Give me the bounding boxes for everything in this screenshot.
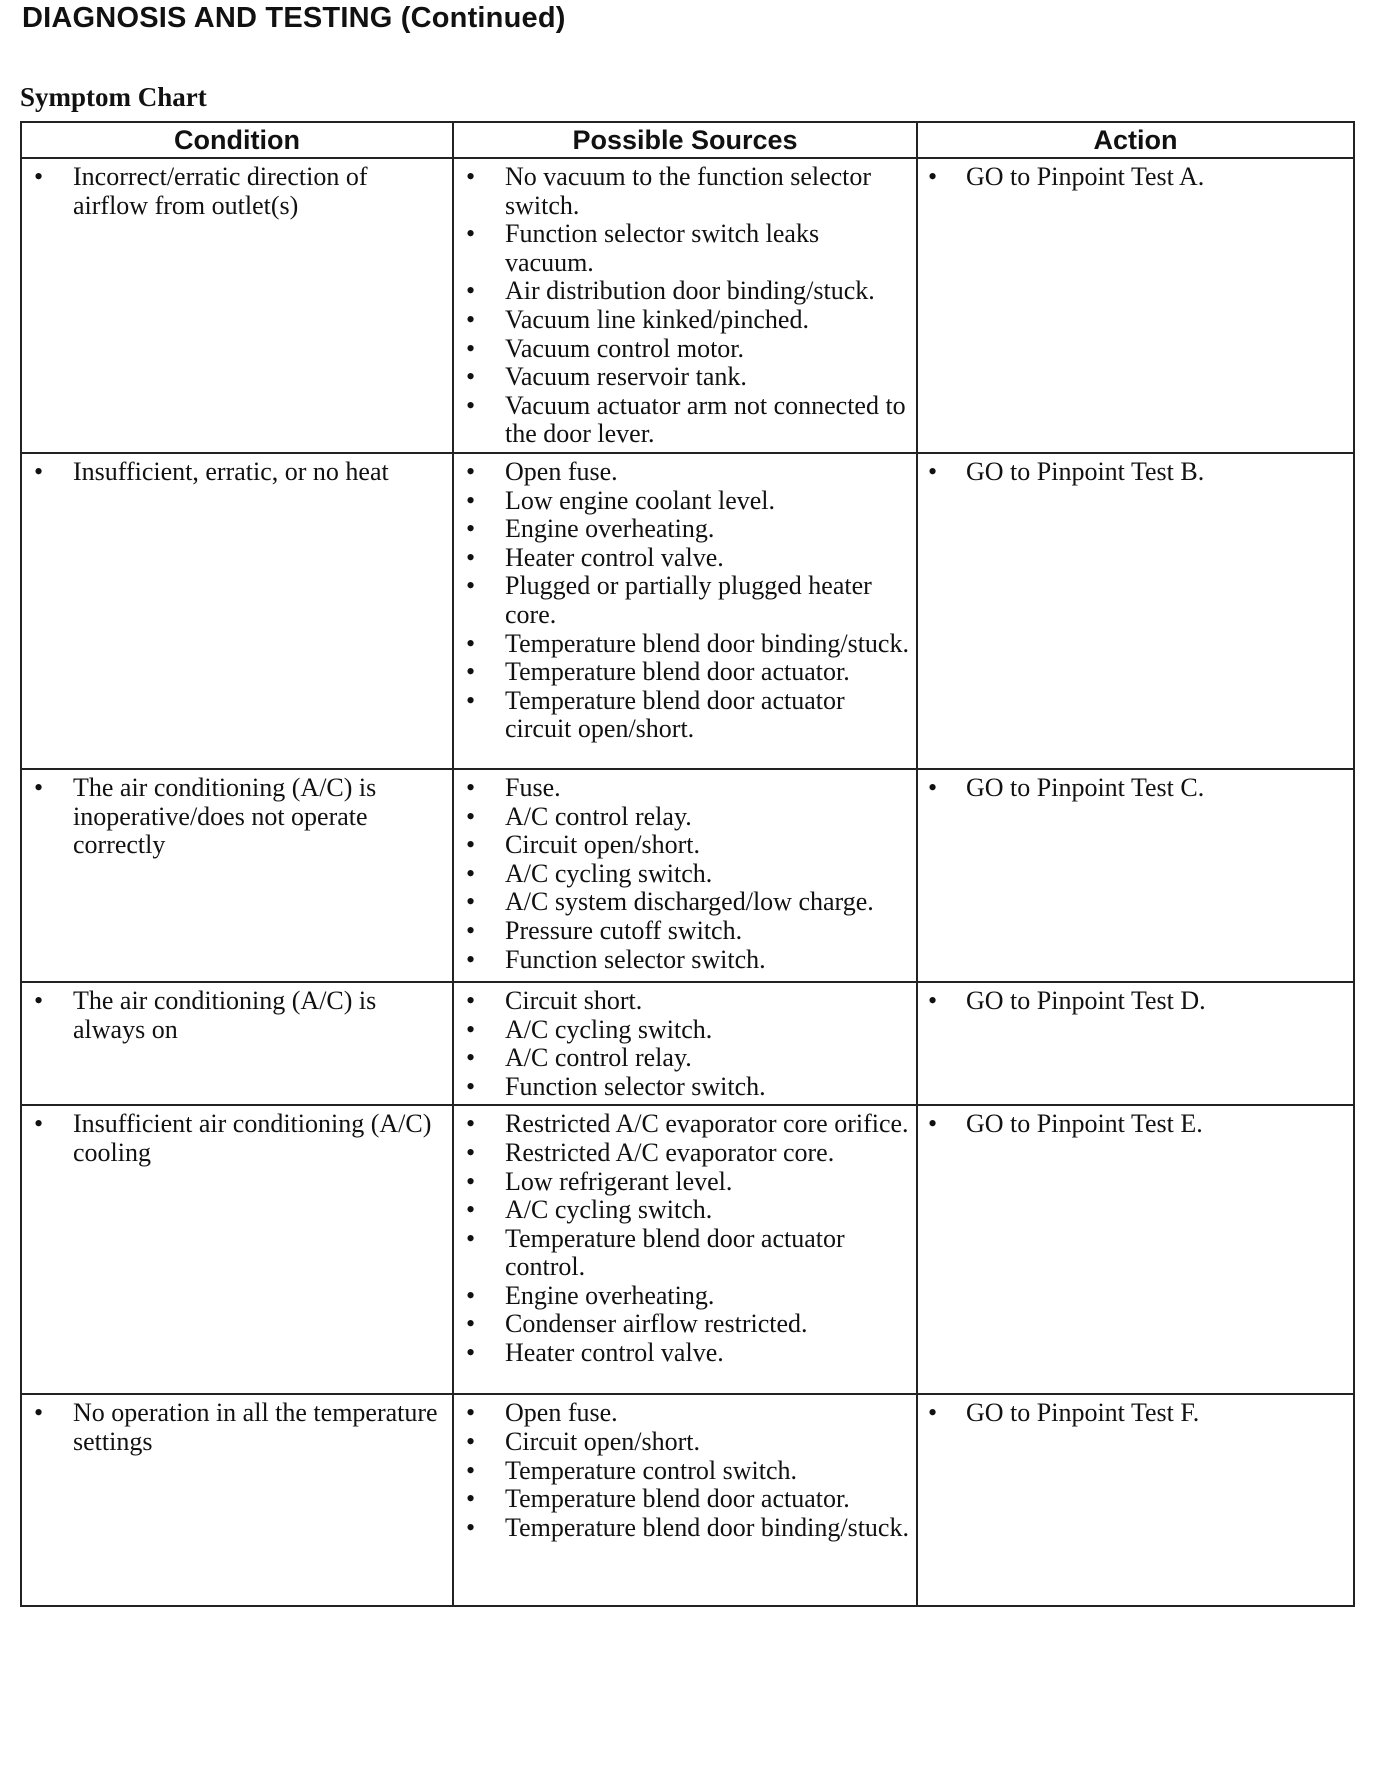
- sources-cell: [453, 453, 917, 769]
- condition-text: • The air conditioning (A/C) is inoperative/does not operate correctly: [28, 774, 446, 860]
- list-item: • Open fuse.: [460, 458, 910, 487]
- list-item: • Vacuum line kinked/pinched.: [460, 306, 910, 335]
- list-item: • Temperature blend door actuator.: [460, 1485, 910, 1514]
- list-item: • Temperature blend door actuator control.: [460, 1225, 910, 1282]
- condition-cell: [21, 769, 453, 982]
- condition-text: • Insufficient air conditioning (A/C) cooling: [28, 1110, 446, 1167]
- table-row: [21, 769, 1354, 982]
- list-item: • Open fuse.: [460, 1399, 910, 1428]
- condition-text: • Insufficient, erratic, or no heat: [28, 458, 446, 487]
- list-item: • A/C control relay.: [460, 803, 910, 832]
- sources-list: [460, 1399, 910, 1542]
- list-item: • A/C cycling switch.: [460, 1196, 910, 1225]
- action-text: • GO to Pinpoint Test C.: [924, 774, 1347, 803]
- list-item: • A/C cycling switch.: [460, 860, 910, 889]
- table-row: [21, 1394, 1354, 1606]
- condition-text: • No operation in all the temperature settings: [28, 1399, 446, 1456]
- action-cell: [917, 982, 1354, 1105]
- column-header-action: Action: [917, 122, 1354, 158]
- list-item: • No vacuum to the function selector switch.: [460, 163, 910, 220]
- list-item: • A/C system discharged/low charge.: [460, 888, 910, 917]
- list-item: • Vacuum control motor.: [460, 335, 910, 364]
- condition-text: • Incorrect/erratic direction of airflow from outlet(s): [28, 163, 446, 220]
- list-item: • Function selector switch.: [460, 946, 910, 975]
- list-item: • Engine overheating.: [460, 515, 910, 544]
- list-item: • Vacuum actuator arm not connected to the door lever.: [460, 392, 910, 449]
- condition-cell: [21, 1105, 453, 1394]
- action-text: • GO to Pinpoint Test E.: [924, 1110, 1347, 1139]
- list-item: • Circuit short.: [460, 987, 910, 1016]
- list-item: • Plugged or partially plugged heater core.: [460, 572, 910, 629]
- list-item: • Air distribution door binding/stuck.: [460, 277, 910, 306]
- action-cell: [917, 1105, 1354, 1394]
- table-header-row: [21, 122, 1354, 158]
- action-cell: [917, 158, 1354, 453]
- list-item: • Restricted A/C evaporator core orifice.: [460, 1110, 910, 1139]
- sources-list: [460, 774, 910, 974]
- condition-text: • The air conditioning (A/C) is always on: [28, 987, 446, 1044]
- action-text: • GO to Pinpoint Test A.: [924, 163, 1347, 192]
- sources-list: [460, 163, 910, 449]
- list-item: • Engine overheating.: [460, 1282, 910, 1311]
- list-item: • Circuit open/short.: [460, 831, 910, 860]
- action-text: • GO to Pinpoint Test D.: [924, 987, 1347, 1016]
- list-item: • Heater control valve.: [460, 1339, 910, 1368]
- sources-cell: [453, 982, 917, 1105]
- list-item: • Restricted A/C evaporator core.: [460, 1139, 910, 1168]
- symptom-chart-table: [20, 121, 1355, 1607]
- action-text: • GO to Pinpoint Test F.: [924, 1399, 1347, 1428]
- list-item: • Temperature blend door actuator circuit open/short.: [460, 687, 910, 744]
- list-item: • Low refrigerant level.: [460, 1168, 910, 1197]
- sources-list: [460, 987, 910, 1101]
- list-item: • Circuit open/short.: [460, 1428, 910, 1457]
- list-item: • Pressure cutoff switch.: [460, 917, 910, 946]
- list-item: • A/C cycling switch.: [460, 1016, 910, 1045]
- action-cell: [917, 453, 1354, 769]
- list-item: • Low engine coolant level.: [460, 487, 910, 516]
- list-item: • Temperature blend door binding/stuck.: [460, 1514, 910, 1543]
- list-item: • Heater control valve.: [460, 544, 910, 573]
- sources-list: [460, 458, 910, 744]
- column-header-condition: Condition: [21, 122, 453, 158]
- condition-cell: [21, 982, 453, 1105]
- action-cell: [917, 769, 1354, 982]
- sources-cell: [453, 1105, 917, 1394]
- sources-cell: [453, 769, 917, 982]
- list-item: • Function selector switch.: [460, 1073, 910, 1102]
- condition-cell: [21, 453, 453, 769]
- table-row: [21, 1105, 1354, 1394]
- list-item: • Vacuum reservoir tank.: [460, 363, 910, 392]
- table-row: [21, 982, 1354, 1105]
- sources-cell: [453, 1394, 917, 1606]
- list-item: • Condenser airflow restricted.: [460, 1310, 910, 1339]
- section-title: Symptom Chart: [20, 82, 207, 112]
- page-heading: DIAGNOSIS AND TESTING (Continued): [22, 2, 566, 34]
- list-item: • Temperature blend door actuator.: [460, 658, 910, 687]
- list-item: • Temperature control switch.: [460, 1457, 910, 1486]
- table-row: [21, 453, 1354, 769]
- list-item: • Temperature blend door binding/stuck.: [460, 630, 910, 659]
- condition-cell: [21, 1394, 453, 1606]
- action-text: • GO to Pinpoint Test B.: [924, 458, 1347, 487]
- condition-cell: [21, 158, 453, 453]
- action-cell: [917, 1394, 1354, 1606]
- list-item: • Fuse.: [460, 774, 910, 803]
- sources-list: [460, 1110, 910, 1367]
- list-item: • Function selector switch leaks vacuum.: [460, 220, 910, 277]
- sources-cell: [453, 158, 917, 453]
- column-header-possible-sources: Possible Sources: [453, 122, 917, 158]
- table-row: [21, 158, 1354, 453]
- list-item: • A/C control relay.: [460, 1044, 910, 1073]
